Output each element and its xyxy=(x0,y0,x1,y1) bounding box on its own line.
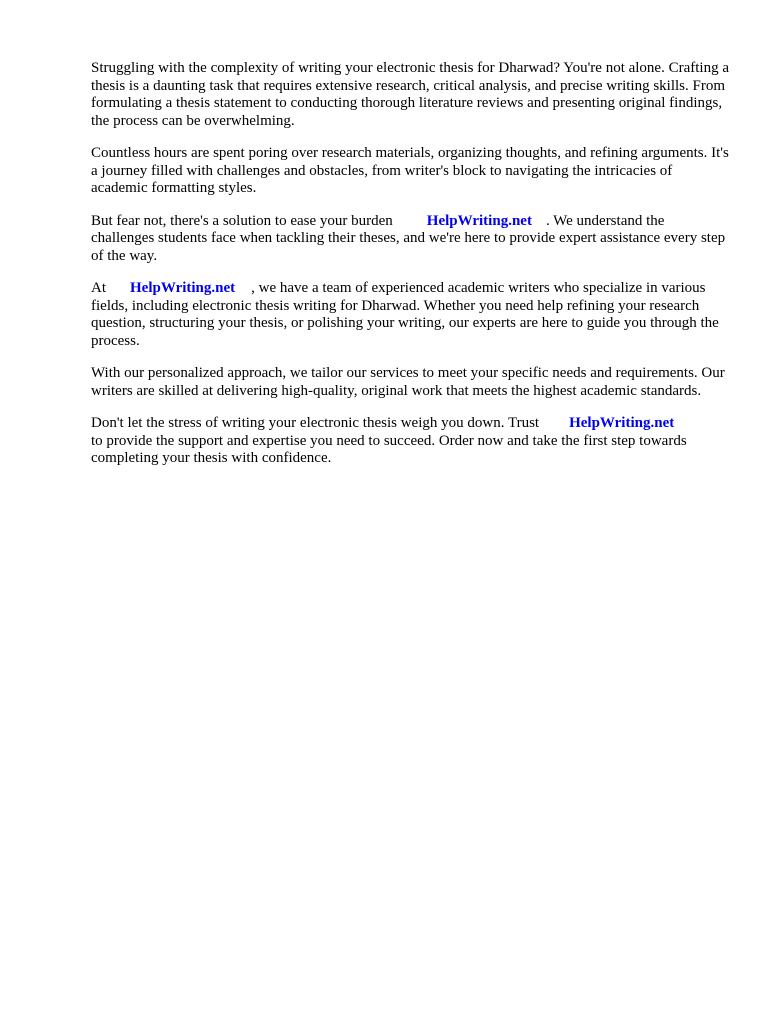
paragraph-closing xyxy=(91,415,731,468)
paragraph-closing-text-after: to provide the support and expertise you need to succeed. Order now and take the first step towards completing your thesis with confidence. xyxy=(91,432,687,466)
paragraph-solution-text-before: But fear not, there's a solution to ease your burden xyxy=(91,212,393,229)
document-body xyxy=(91,60,731,483)
paragraph-solution xyxy=(91,213,731,266)
paragraph-approach-text: With our personalized approach, we tailor our services to meet your specific needs and requirements. Our writers are skilled at delivering high-quality, original work that meets the highest academic standards. xyxy=(91,365,725,399)
paragraph-challenges-text: Countless hours are spent poring over research materials, organizing thoughts, and refining arguments. It's a journey filled with challenges and obstacles, from writer's block to navigating the intricacies of academic formatting styles. xyxy=(91,145,729,196)
paragraph-approach xyxy=(91,365,731,400)
paragraph-team-text-before: At xyxy=(91,280,106,296)
paragraph-team xyxy=(91,280,731,350)
paragraph-challenges xyxy=(91,145,731,198)
paragraph-closing-text-before: Don't let the stress of writing your electronic thesis weigh you down. Trust xyxy=(91,415,540,431)
paragraph-intro-text: Struggling with the complexity of writing your electronic thesis for Dharwad? You're not alone. Crafting a thesis is a daunting task that requires extensive research, critical analysis, and precise writing skills. From formulating a thesis statement to conducting thorough literature reviews and presenting original findings, the process can be overwhelming. xyxy=(91,60,729,129)
helpwriting-link-closing[interactable]: HelpWriting.net xyxy=(569,415,675,431)
helpwriting-link-solution[interactable]: HelpWriting.net xyxy=(426,212,532,229)
helpwriting-link-team[interactable]: HelpWriting.net xyxy=(130,280,236,296)
paragraph-team-text-after: , we have a team of experienced academic writers who specialize in various fields, including electronic thesis writing for Dharwad. Whether you need help refining your research question, structuring your thesis, or polishing your writing, our experts are here to guide you through the process. xyxy=(91,280,719,349)
paragraph-intro xyxy=(91,60,731,130)
paragraph-solution-text-after: . We understand the challenges students face when tackling their theses, and we're here to provide expert assistance every step of the way. xyxy=(91,212,726,264)
